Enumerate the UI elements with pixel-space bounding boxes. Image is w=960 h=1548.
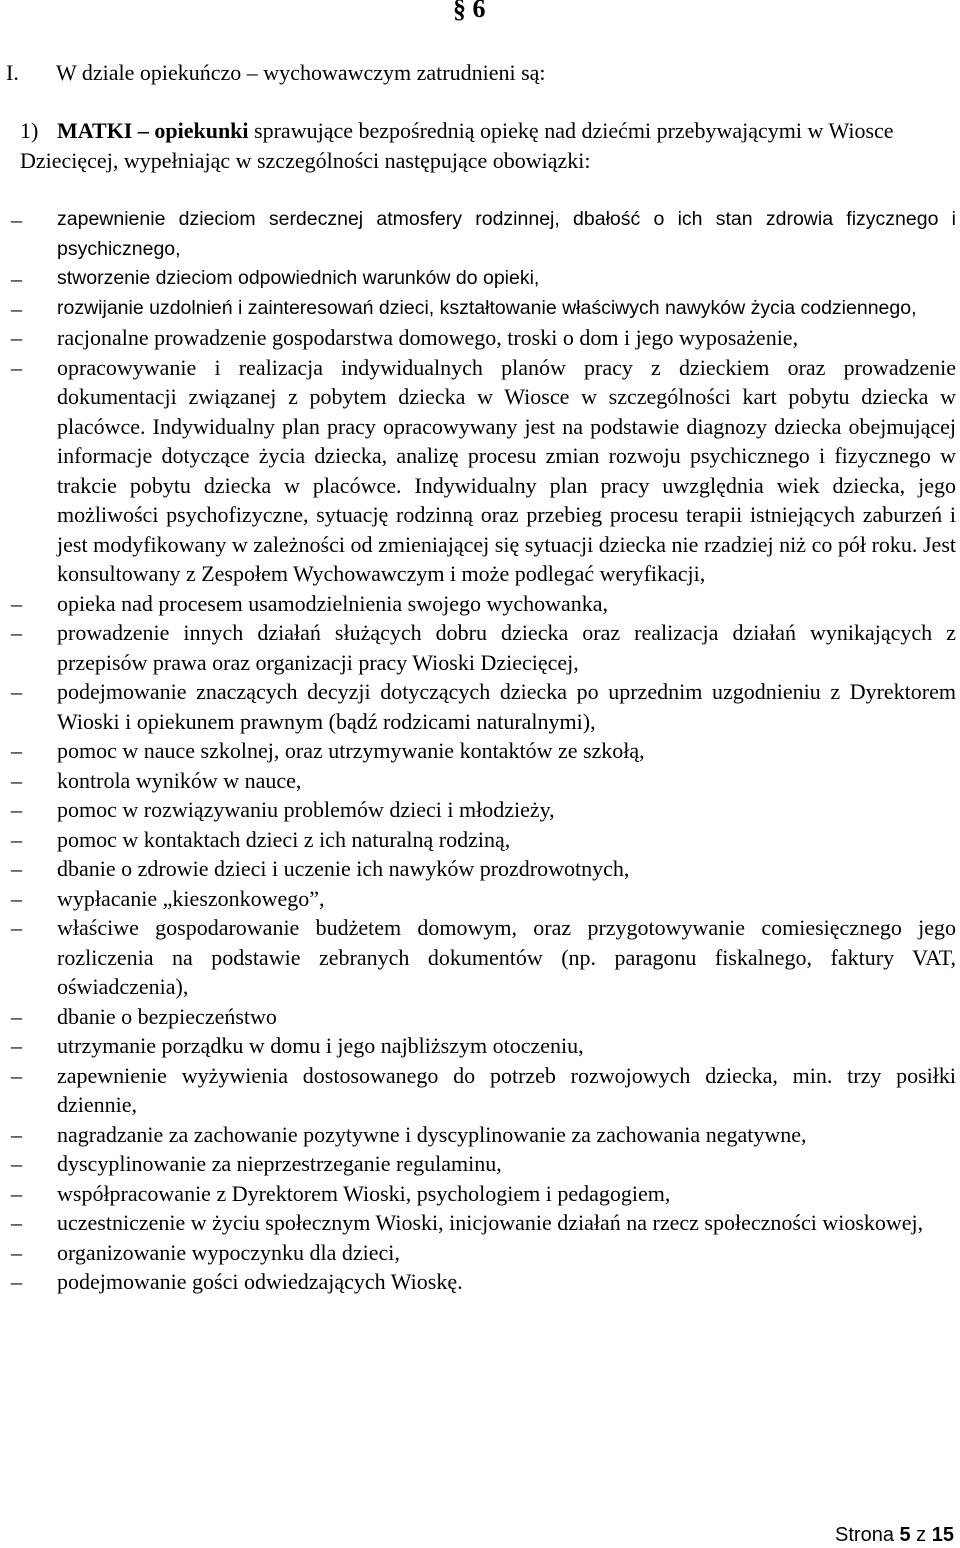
dash-bullet: –: [11, 620, 22, 645]
dash-bullet: –: [11, 354, 22, 380]
list-item: [0, 1149, 956, 1179]
list-item-text: podejmowanie gości odwiedzających Wioskę.: [57, 1269, 463, 1294]
dash-bullet: –: [11, 1062, 22, 1088]
list-item-text: zapewnienie dzieciom serdecznej atmosfery rodzinnej, dbałość o ich stan zdrowia fizycznego i psychicznego,: [57, 208, 956, 260]
list-item: [0, 825, 956, 855]
dash-bullet: –: [11, 1003, 22, 1029]
intro-paragraph: [20, 116, 956, 175]
dash-bullet: –: [11, 679, 22, 704]
list-item: [0, 884, 956, 914]
duties-list: [0, 205, 956, 1297]
list-item: [0, 1208, 956, 1238]
list-item-text: utrzymanie porządku w domu i jego najbliższym otoczeniu,: [57, 1033, 584, 1058]
list-item-text: dbanie o bezpieczeństwo: [57, 1003, 277, 1029]
heading-text: W dziale opiekuńczo – wychowawczym zatrudnieni są:: [56, 60, 546, 85]
intro-text: sprawujące bezpośrednią opiekę nad dziećmi przebywającymi w Wiosce Dziecięcej, wypełniając w szczególności następujące obowiązki:: [20, 118, 894, 173]
dash-bullet: –: [11, 826, 22, 852]
list-item: [0, 1031, 956, 1061]
footer-prefix: Strona: [835, 1524, 900, 1546]
list-item-text: podejmowanie znaczących decyzji dotyczących dziecka po uprzednim uzgodnieniu z Dyrektorem Wioski i opiekunem prawnym (bądź rodzicami naturalnymi),: [57, 679, 956, 734]
list-item: [0, 618, 956, 677]
list-item-text: organizowanie wypoczynku dla dzieci,: [57, 1239, 400, 1265]
dash-bullet: –: [11, 325, 22, 350]
list-item-text: rozwijanie uzdolnień i zainteresowań dzieci, kształtowanie właściwych nawyków życia codziennego,: [57, 296, 917, 319]
list-item: [0, 323, 956, 353]
dash-bullet: –: [11, 885, 22, 911]
list-item-text: zapewnienie wyżywienia dostosowanego do potrzeb rozwojowych dziecka, min. trzy posiłki dziennie,: [57, 1062, 956, 1117]
section-heading: [6, 58, 546, 87]
list-item: [0, 1238, 956, 1268]
dash-bullet: –: [11, 1151, 22, 1176]
list-item-text: pomoc w rozwiązywaniu problemów dzieci i młodzieży,: [57, 797, 555, 822]
list-item-text: opracowywanie i realizacja indywidualnych planów pracy z dzieckiem oraz prowadzenie dokumentacji związanej z pobytem dziecka w Wiosce w szczególności kart pobytu dziecka w placówce. Indywidualny plan pracy opracowywany jest na podstawie diagnozy dziecka obejmującej informacje dotyczące życia dziecka, analizę procesu zmian rozwoju psychicznego i fizycznego w trakcie pobytu dziecka w placówce. Indywidualny plan pracy uwzględnia wiek dziecka, jego możliwości psychofizyczne, sytuację rodzinną oraz przebieg procesu terapii istniejących zaburzeń i jest modyfikowany w zależności od zmieniającej się sytuacji dziecka nie rzadziej niż co pół roku. Jest konsultowany z Zespołem Wychowawczym i może podlegać weryfikacji,: [57, 354, 956, 586]
list-item-text: opieka nad procesem usamodzielnienia swojego wychowanka,: [57, 590, 609, 616]
list-item-text: dbanie o zdrowie dzieci i uczenie ich nawyków prozdrowotnych,: [57, 856, 630, 881]
page-footer: [835, 1524, 954, 1547]
dash-bullet: –: [11, 207, 22, 232]
dash-bullet: –: [11, 915, 22, 940]
list-item: [0, 1120, 956, 1150]
list-item: [0, 795, 956, 825]
list-item-text: stworzenie dzieciom odpowiednich warunków do opieki,: [57, 267, 540, 289]
list-item-text: nagradzanie za zachowanie pozytywne i dyscyplinowanie za zachowania negatywne,: [57, 1121, 807, 1147]
footer-middle: z: [910, 1524, 932, 1546]
list-item-text: prowadzenie innych działań służących dobru dziecka oraz realizacja działań wynikających z przepisów prawa oraz organizacji pracy Wioski Dziecięcej,: [57, 620, 956, 675]
intro-number: 1): [20, 118, 39, 143]
heading-number: I.: [6, 60, 19, 85]
dash-bullet: –: [11, 295, 22, 321]
list-item: [0, 677, 956, 736]
list-item: [0, 766, 956, 796]
dash-bullet: –: [11, 1239, 22, 1265]
list-item: [0, 854, 956, 884]
footer-page-number: 5: [899, 1524, 911, 1546]
list-item: [0, 264, 956, 294]
list-item: [0, 913, 956, 1002]
list-item: [0, 736, 956, 766]
list-item-text: dyscyplinowanie za nieprzestrzeganie regulaminu,: [57, 1151, 502, 1176]
list-item-text: uczestniczenie w życiu społecznym Wioski, inicjowanie działań na rzecz społeczności wioskowej,: [57, 1210, 924, 1235]
dash-bullet: –: [11, 266, 22, 291]
dash-bullet: –: [11, 1269, 22, 1294]
dash-bullet: –: [11, 590, 22, 616]
dash-bullet: –: [11, 1033, 22, 1058]
list-item-text: racjonalne prowadzenie gospodarstwa domowego, troski o dom i jego wyposażenie,: [57, 325, 799, 350]
dash-bullet: –: [11, 856, 22, 881]
list-item: [0, 205, 956, 264]
list-item-text: kontrola wyników w nauce,: [57, 767, 302, 793]
list-item-text: pomoc w kontaktach dzieci z ich naturalną rodziną,: [57, 826, 511, 852]
dash-bullet: –: [11, 738, 22, 763]
list-item: [0, 1061, 956, 1120]
list-item: [0, 353, 956, 589]
footer-total-pages: 15: [931, 1524, 954, 1546]
dash-bullet: –: [11, 1180, 22, 1206]
dash-bullet: –: [11, 1210, 22, 1235]
list-item: [0, 1179, 956, 1209]
dash-bullet: –: [11, 767, 22, 793]
list-item-text: współpracowanie z Dyrektorem Wioski, psychologiem i pedagogiem,: [57, 1180, 671, 1206]
intro-role: MATKI – opiekunki: [57, 118, 249, 143]
list-item-text: pomoc w nauce szkolnej, oraz utrzymywanie kontaktów ze szkołą,: [57, 738, 645, 763]
dash-bullet: –: [11, 1121, 22, 1147]
list-item: [0, 294, 956, 324]
list-item-text: wypłacanie „kieszonkowego”,: [57, 885, 325, 911]
list-item: [0, 1267, 956, 1297]
list-item: [0, 589, 956, 619]
dash-bullet: –: [11, 797, 22, 822]
list-item-text: właściwe gospodarowanie budżetem domowym, oraz przygotowywanie comiesięcznego jego rozliczenia na podstawie zebranych dokumentów (np. paragonu fiskalnego, faktury VAT, oświadczenia),: [57, 915, 956, 999]
list-item: [0, 1002, 956, 1032]
section-mark: § 6: [453, 0, 486, 23]
